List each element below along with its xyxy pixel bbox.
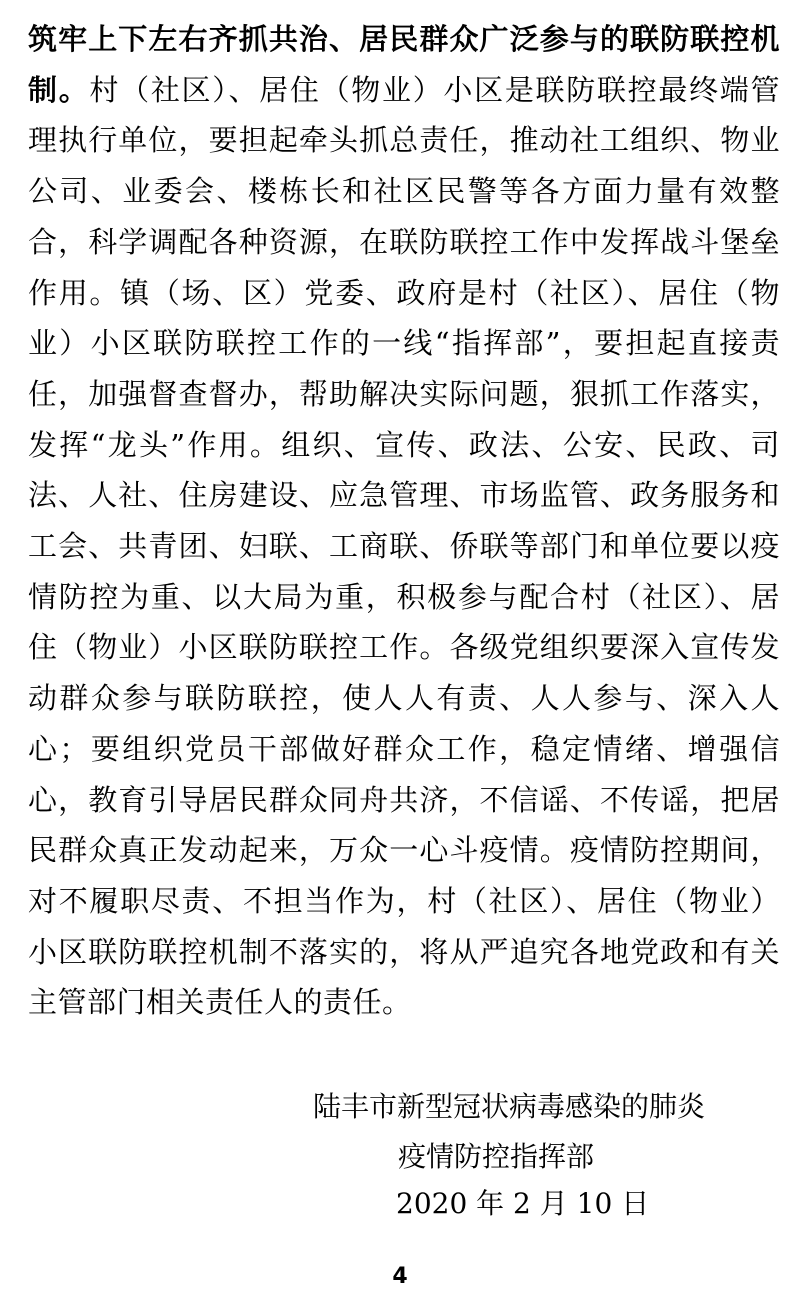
page-number: 4 (392, 1264, 408, 1289)
paragraph-bold-lead: 筑牢上下左右齐抓共治、居民群众广泛参与的联防联控机制。 (28, 22, 780, 107)
paragraph-text: 村（社区）、居住（物业）小区是联防联控最终端管理执行单位，要担起牵头抓总责任，推动社工组织、物业公司、业委会、楼栋长和社区民警等各方面力量有效整合，科学调配各种资源，在联防联控工作中发挥战斗堡垒作用。镇（场、区）党委、政府是村（社区）、居住（物业）小区联防联控工作的一线“指挥部”，要担起直接责任，加强督查督办，帮助解决实际问题，狠抓工作落实，发挥“龙头”作用。组织、宣传、政法、公安、民政、司法、人社、住房建设、应急管理、市场监管、政务服务和工会、共青团、妇联、工商联、侨联等部门和单位要以疫情防控为重、以大局为重，积极参与配合村（社区）、居住（物业）小区联防联控工作。各级党组织要深入宣传发动群众参与联防联控，使人人有责、人人参与、深入人心；要组织党员干部做好群众工作，稳定情绪、增强信心，教育引导居民群众同舟共济，不信谣、不传谣，把居民群众真正发动起来，万众一心斗疫情。疫情防控期间，对不履职尽责、不担当作为，村（社区）、居住（物业）小区联防联控机制不落实的，将从严追究各地党政和有关主管部门相关责任人的责任。 (28, 72, 780, 1020)
signature-date: 2020 年 2 月 10 日 (396, 1187, 650, 1220)
signature-organization-line2: 疫情防控指挥部 (398, 1140, 595, 1173)
signature-organization-line1: 陆丰市新型冠状病毒感染的肺炎 (313, 1090, 706, 1123)
body-paragraph (28, 14, 780, 1028)
